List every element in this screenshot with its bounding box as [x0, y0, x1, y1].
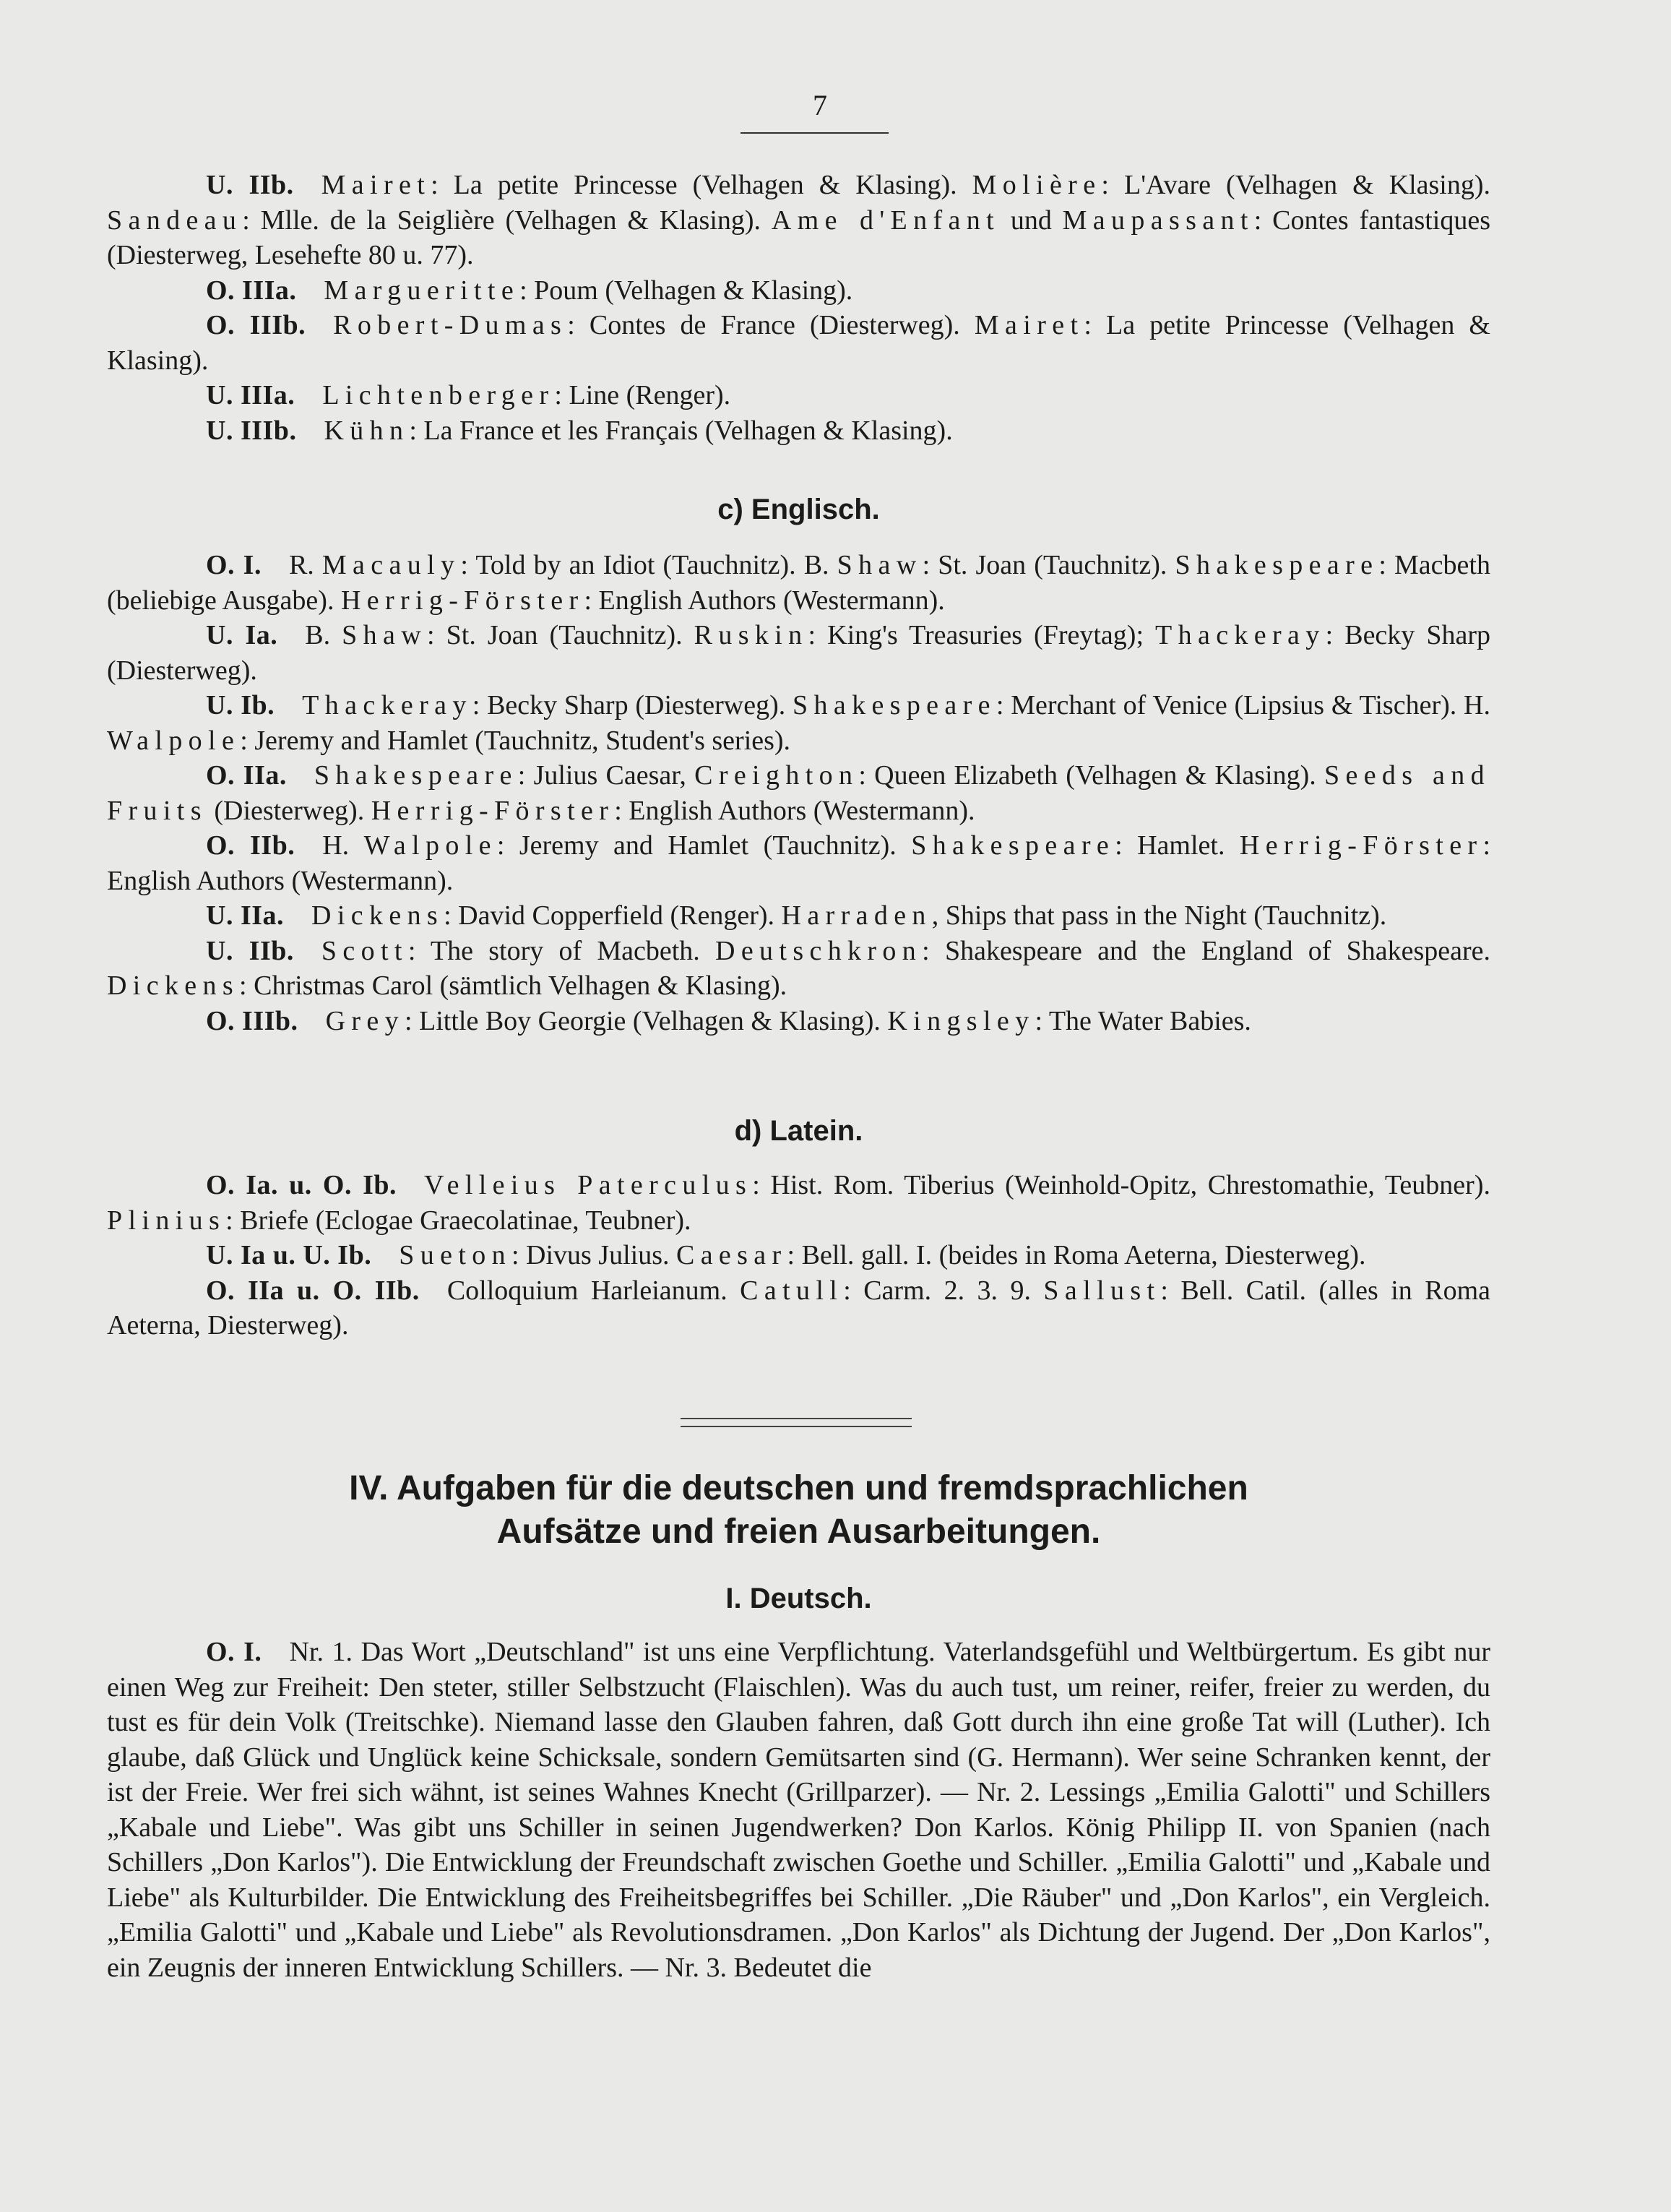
author-name: Thackeray — [1155, 620, 1326, 650]
author-name: Robert-Dumas — [333, 310, 568, 340]
chapter-title-line-2: Aufsätze und freien Ausarbeitungen. — [496, 1512, 1101, 1551]
work-text: : English Authors (Westermann). — [107, 830, 1490, 896]
class-label: O. IIIb. — [206, 310, 306, 340]
work-text: H. — [322, 830, 364, 861]
work-text: : Little Boy Georgie (Velhagen & Klasing). — [404, 1005, 888, 1036]
class-label: U. IIIb. — [206, 415, 297, 446]
work-text: : Divus Julius. — [511, 1240, 676, 1270]
section-divider — [681, 1418, 912, 1427]
section-heading-deutsch: I. Deutsch. — [725, 1583, 872, 1614]
class-label: O. I. — [206, 1637, 262, 1667]
list-entry — [107, 898, 1490, 934]
latein-list — [107, 1168, 1490, 1343]
class-label: O. Ia. u. O. Ib. — [206, 1170, 397, 1200]
work-text: : La France et les Français (Velhagen & Klasing). — [409, 415, 953, 446]
work-text: : Hamlet. — [1115, 830, 1240, 861]
author-name: Sallust — [1043, 1275, 1161, 1306]
author-name: Deutschkron — [715, 935, 923, 966]
author-name: Molière — [972, 170, 1102, 200]
section-heading-latein: d) Latein. — [734, 1115, 863, 1147]
class-label: U. IIb. — [206, 935, 294, 966]
author-name: Kingsley — [887, 1005, 1035, 1036]
author-name: Catull — [740, 1275, 844, 1306]
work-text: : English Authors (Westermann). — [614, 795, 975, 826]
author-name: Sandeau — [107, 205, 243, 236]
work-text: : Becky Sharp (Diesterweg). — [472, 690, 793, 720]
author-name: Maupassant — [1062, 205, 1254, 236]
author-name: Lichtenberger — [322, 380, 555, 410]
author-name: Shaw — [342, 620, 428, 650]
author-name: Dickens — [311, 900, 444, 931]
work-text: : English Authors (Westermann). — [584, 585, 945, 616]
author-name: Sueton — [399, 1240, 511, 1270]
class-label: O. IIa u. O. IIb. — [206, 1275, 420, 1306]
list-entry — [107, 1273, 1490, 1343]
list-entry — [107, 273, 1490, 309]
list-entry — [107, 1004, 1490, 1039]
author-name: Kühn — [324, 415, 410, 446]
author-name: Harraden — [781, 900, 932, 931]
chapter-title-line-1: IV. Aufgaben für die deutschen und fremdsprachlichen — [349, 1469, 1248, 1507]
work-text: : Contes de France (Diesterweg). — [567, 310, 975, 340]
work-text: : The Water Babies. — [1035, 1005, 1251, 1036]
author-name: Shakespeare — [314, 760, 518, 791]
work-text: , Ships that pass in the Night (Tauchnitz). — [931, 900, 1387, 931]
class-label: U. Ia. — [206, 620, 278, 650]
work-text: : Told by an Idiot (Tauchnitz). B. — [460, 550, 837, 580]
author-name: Shakespeare — [1175, 550, 1379, 580]
list-entry — [107, 168, 1490, 273]
class-label: U. IIIa. — [206, 380, 295, 410]
author-name: Thackeray — [302, 690, 472, 720]
work-text: : Julius Caesar, — [517, 760, 695, 791]
author-name: Shakespeare — [911, 830, 1115, 861]
work-text: : Carm. 2. 3. 9. — [843, 1275, 1044, 1306]
class-label: O. IIIa. — [206, 275, 297, 306]
chapter-title — [107, 1467, 1490, 1554]
work-text: : Hist. Rom. Tiberius (Weinhold-Opitz, Chrestomathie, Teubner). — [752, 1170, 1490, 1200]
work-text: : Jeremy and Hamlet (Tauchnitz, Student's series). — [240, 725, 791, 756]
list-entry — [107, 618, 1490, 688]
work-text: R. — [288, 550, 322, 580]
author-name: Herrig-Förster — [371, 795, 615, 826]
work-text: : Bell. Catil. (alles in Roma Aeterna, Diesterweg). — [107, 1275, 1490, 1340]
work-text: : Mlle. de la Seiglière (Velhagen & Klasing). — [242, 205, 772, 236]
work-text: : Merchant of Venice (Lipsius & Tischer). H. — [996, 690, 1490, 720]
work-text: : Macbeth (beliebige Ausgabe). — [107, 550, 1490, 616]
work-text: Colloquium Harleianum. — [446, 1275, 740, 1306]
class-label: U. Ia u. U. Ib. — [206, 1240, 372, 1270]
list-entry — [107, 1168, 1490, 1238]
list-entry — [107, 828, 1490, 898]
work-text: Nr. 1. Das Wort „Deutschland" ist uns eine Verpflichtung. Vaterlandsgefühl und Weltbürgertum. Es gibt nur einen Weg zur Freiheit: Den steter, stiller Selbstzucht (Flaischlen). Was du auch tust, um reiner, reifer, freier zu werden, du tust es für dein Volk (Treitschke). Niemand lasse den Glauben fahren, daß Gott durch ihn eine große Tat will (Luther). Ich glaube, daß Glück und Unglück keine Schicksale, sondern Gemütsarten sind (G. Hermann). Wer seine Schranken kennt, der ist der Freie. Wer frei sich wähnt, ist seines Wahnes Knecht (Grillparzer). — Nr. 2. Lessings „Emilia Galotti" und Schillers „Kabale und Liebe". Was gibt uns Schiller in seinen Jugendwerken? Don Karlos. König Philipp II. von Spanien (nach Schillers „Don Karlos"). Die Entwicklung der Freundschaft zwischen Goethe und Schiller. „Emilia Galotti" und „Kabale und Liebe" als Kulturbilder. Die Entwicklung des Freiheitsbegriffes bei Schiller. „Die Räuber" und „Don Karlos", ein Vergleich. „Emilia Galotti" und „Kabale und Liebe" als Revolutionsdramen. „Don Karlos" als Dichtung der Jugend. Der „Don Karlos", ein Zeugnis der inneren Entwicklung Schillers. — Nr. 3. Bedeutet die — [107, 1637, 1490, 1983]
class-label: U. Ib. — [206, 690, 275, 720]
list-entry — [107, 934, 1490, 1004]
author-name: Scott — [321, 935, 408, 966]
class-label: O. I. — [206, 550, 262, 580]
author-name: Walpole — [107, 725, 241, 756]
author-name: Velleius Paterculus — [424, 1170, 753, 1200]
work-text: : Jeremy and Hamlet (Tauchnitz). — [496, 830, 912, 861]
author-name: Seeds and Fruits — [107, 760, 1490, 826]
list-entry — [107, 548, 1490, 618]
work-text: B. — [305, 620, 342, 650]
work-text: : Queen Elizabeth (Velhagen & Klasing). — [858, 760, 1324, 791]
work-text: : St. Joan (Tauchnitz). — [427, 620, 694, 650]
class-label: U. IIb. — [206, 170, 294, 200]
author-name: Creighton — [694, 760, 859, 791]
author-name: Macauly — [321, 550, 461, 580]
work-text: : Line (Renger). — [554, 380, 731, 410]
author-name: Ame d'Enfant — [771, 205, 1001, 236]
class-label: O. IIa. — [206, 760, 287, 791]
author-name: Grey — [325, 1005, 405, 1036]
author-name: Shaw — [837, 550, 923, 580]
page-number: 7 — [813, 89, 827, 121]
page-number-rule — [740, 132, 889, 134]
work-text: : Briefe (Eclogae Graecolatinae, Teubner). — [225, 1205, 691, 1236]
deutsch-list — [107, 1635, 1490, 1985]
list-entry — [107, 688, 1490, 758]
author-name: Herrig-Förster — [1239, 830, 1483, 861]
work-text: (Diesterweg). — [207, 795, 371, 826]
class-label: U. IIa. — [206, 900, 285, 931]
list-entry — [107, 758, 1490, 828]
work-text: : Poum (Velhagen & Klasing). — [519, 275, 853, 306]
work-text: : The story of Macbeth. — [407, 935, 716, 966]
work-text: : Becky Sharp (Diesterweg). — [107, 620, 1490, 686]
author-name: Mairet — [321, 170, 431, 200]
list-entry — [107, 378, 1490, 413]
work-text: und — [1000, 205, 1063, 236]
work-text: : St. Joan (Tauchnitz). — [922, 550, 1175, 580]
class-label: O. IIIb. — [206, 1005, 298, 1036]
work-text: : Christmas Carol (sämtlich Velhagen & Klasing). — [239, 971, 787, 1001]
list-entry — [107, 413, 1490, 449]
author-name: Dickens — [107, 971, 240, 1001]
author-name: Caesar — [676, 1240, 787, 1270]
list-entry — [107, 1238, 1490, 1273]
work-text: : King's Treasuries (Freytag); — [808, 620, 1156, 650]
author-name: Ruskin — [694, 620, 808, 650]
author-name: Shakespeare — [793, 690, 996, 720]
author-name: Mairet — [974, 310, 1084, 340]
work-text: : David Copperfield (Renger). — [444, 900, 782, 931]
work-text: : Shakespeare and the England of Shakespeare. — [922, 935, 1490, 966]
author-name: Herrig-Förster — [340, 585, 584, 616]
franzoesisch-list — [107, 168, 1490, 448]
work-text: : La petite Princesse (Velhagen & Klasing). — [431, 170, 972, 200]
list-entry — [107, 308, 1490, 378]
section-heading-englisch: c) Englisch. — [717, 494, 880, 525]
author-name: Plinius — [107, 1205, 226, 1236]
author-name: Walpole — [363, 830, 497, 861]
work-text: : Bell. gall. I. (beides in Roma Aeterna, Diesterweg). — [787, 1240, 1366, 1270]
work-text: : L'Avare (Velhagen & Klasing). — [1101, 170, 1490, 200]
work-text: : La petite Princesse (Velhagen & Klasing). — [107, 310, 1490, 376]
englisch-list — [107, 548, 1490, 1038]
class-label: O. IIb. — [206, 830, 295, 861]
list-entry — [107, 1635, 1490, 1985]
author-name: Margueritte — [324, 275, 520, 306]
work-text: : Contes fantastiques (Diesterweg, Lesehefte 80 u. 77). — [107, 205, 1490, 270]
